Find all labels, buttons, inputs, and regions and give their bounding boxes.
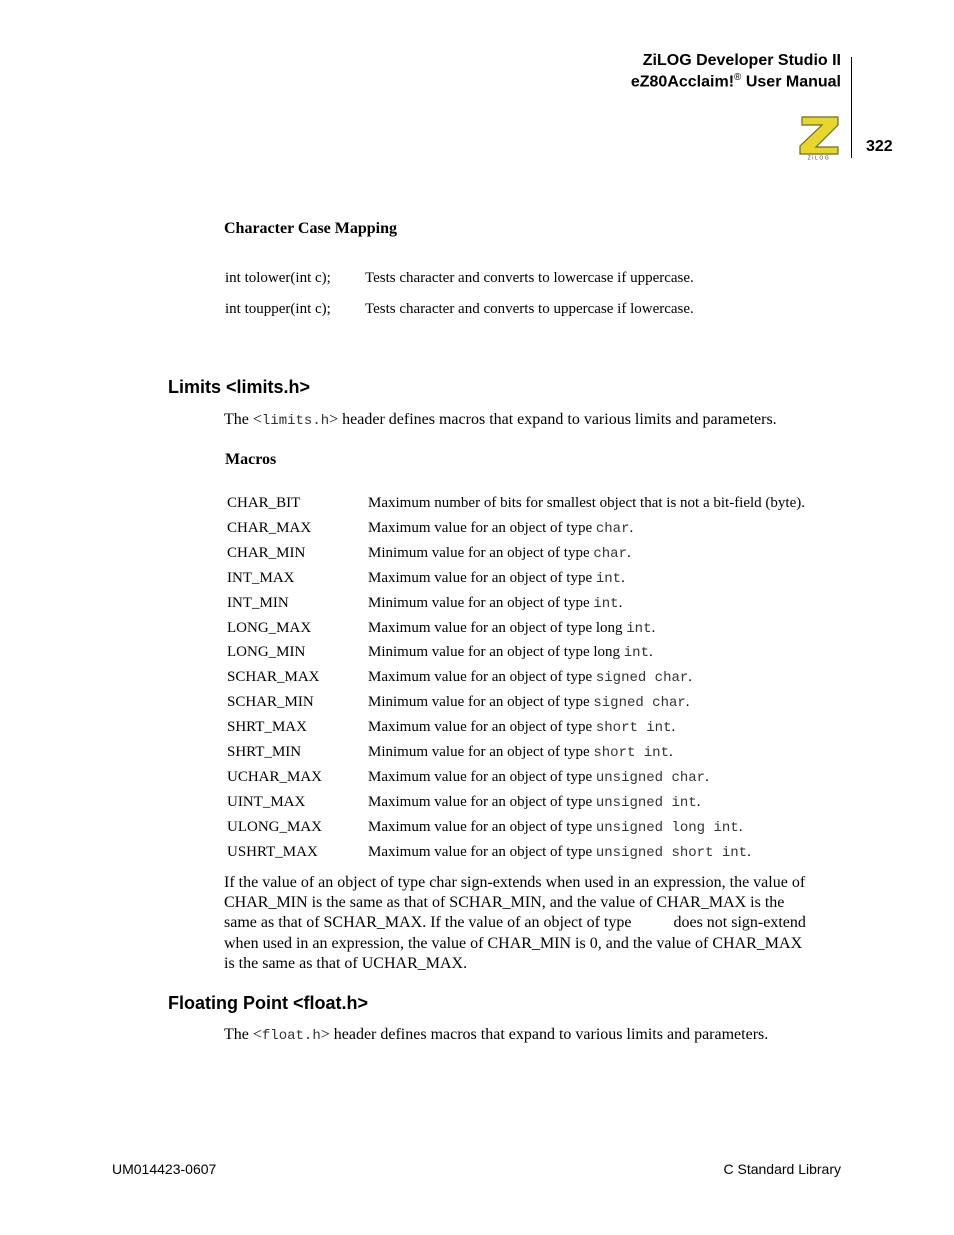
macro-description: Minimum value for an object of type int.	[368, 594, 623, 612]
macro-type: char	[593, 545, 627, 562]
macro-name: CHAR_MAX	[227, 519, 312, 536]
footer-doc-id: UM014423-0607	[112, 1161, 217, 1177]
macro-name: USHRT_MAX	[227, 843, 318, 860]
macro-description: Maximum value for an object of type long int.	[368, 619, 656, 637]
macro-description: Maximum value for an object of type unsigned int.	[368, 793, 701, 811]
macro-name: SCHAR_MIN	[227, 694, 314, 711]
macro-type: short int	[595, 720, 672, 737]
macro-name: LONG_MIN	[227, 644, 306, 661]
macro-type: short int	[593, 745, 669, 761]
macro-description: Maximum value for an object of type unsigned char.	[368, 768, 709, 786]
macro-type: int	[593, 595, 619, 612]
macros-heading: Macros	[225, 451, 277, 468]
macro-name: UCHAR_MAX	[227, 768, 323, 785]
function-description: Tests character and converts to lowercase if uppercase.	[365, 270, 694, 286]
function-row	[225, 270, 694, 287]
macro-type: signed char	[595, 670, 689, 687]
macro-description: Maximum value for an object of type short int.	[368, 719, 676, 737]
macro-type: int	[623, 645, 649, 662]
function-signature: int tolower(int c);	[225, 270, 331, 286]
macro-description: Maximum value for an object of type signed char.	[368, 669, 693, 687]
macro-name: LONG_MAX	[227, 619, 312, 636]
function-description: Tests character and converts to uppercase if lowercase.	[365, 301, 694, 317]
function-row	[225, 301, 694, 318]
macro-name: CHAR_MIN	[227, 544, 306, 561]
page-number: 322	[866, 138, 893, 155]
macro-type: unsigned short int	[595, 844, 748, 861]
macro-type: unsigned long int	[595, 819, 739, 836]
header-divider	[851, 57, 852, 158]
limits-paragraph: If the value of an object of type char sign-extends when used in an expression, the value of CHAR_MIN is the same as that of SCHAR_MIN, and the value of CHAR_MAX is the same as that of SCHAR_MAX. If the value of an object of type does not sign-extend when used in an expression, the value of CHAR_MIN is 0, and the value of CHAR_MAX is the same as that of UCHAR_MAX.	[224, 874, 806, 972]
manual-title-line1: ZiLOG Developer Studio II	[642, 52, 841, 69]
limits-intro: The <limits.h> header defines macros that expand to various limits and parameters.	[224, 411, 777, 429]
limits-heading: Limits <limits.h>	[168, 377, 311, 397]
macro-name: INT_MIN	[227, 594, 289, 611]
float-heading: Floating Point <float.h>	[168, 993, 368, 1013]
macro-type: char	[595, 520, 630, 537]
macro-type: int	[626, 620, 652, 637]
macro-description: Maximum value for an object of type int.	[368, 569, 625, 587]
macro-name: UINT_MAX	[227, 793, 306, 810]
macro-name: SHRT_MAX	[227, 719, 307, 736]
macro-name: ULONG_MAX	[227, 818, 322, 835]
macro-description: Maximum value for an object of type unsigned long int.	[368, 818, 743, 836]
macro-description: Minimum value for an object of type signed char.	[368, 694, 690, 712]
macro-description: Maximum number of bits for smallest object that is not a bit-field (byte).	[368, 495, 805, 511]
macro-type: signed char	[593, 695, 686, 712]
macro-description: Maximum value for an object of type char.	[368, 519, 634, 537]
macro-description: Minimum value for an object of type short int.	[368, 744, 673, 761]
macro-name: INT_MAX	[227, 569, 295, 586]
macro-description: Maximum value for an object of type unsigned short int.	[368, 843, 751, 861]
footer-section: C Standard Library	[723, 1161, 841, 1177]
macro-type: unsigned char	[595, 769, 706, 786]
manual-title-line2: eZ80Acclaim!® User Manual	[630, 72, 841, 91]
macro-name: SCHAR_MAX	[227, 669, 320, 686]
macro-description: Minimum value for an object of type long int.	[368, 644, 653, 662]
macro-name: CHAR_BIT	[227, 495, 301, 511]
function-signature: int toupper(int c);	[225, 301, 331, 317]
float-intro: The <float.h> header defines macros that expand to various limits and parameters.	[224, 1026, 769, 1044]
macro-name: SHRT_MIN	[227, 744, 302, 760]
logo-wordmark: ZiLOG	[807, 155, 831, 160]
zilog-logo-icon	[796, 114, 842, 160]
case-mapping-heading: Character Case Mapping	[224, 220, 398, 237]
macro-type: int	[595, 570, 622, 587]
macro-type: unsigned int	[595, 794, 697, 811]
macro-description: Minimum value for an object of type char.	[368, 544, 631, 562]
